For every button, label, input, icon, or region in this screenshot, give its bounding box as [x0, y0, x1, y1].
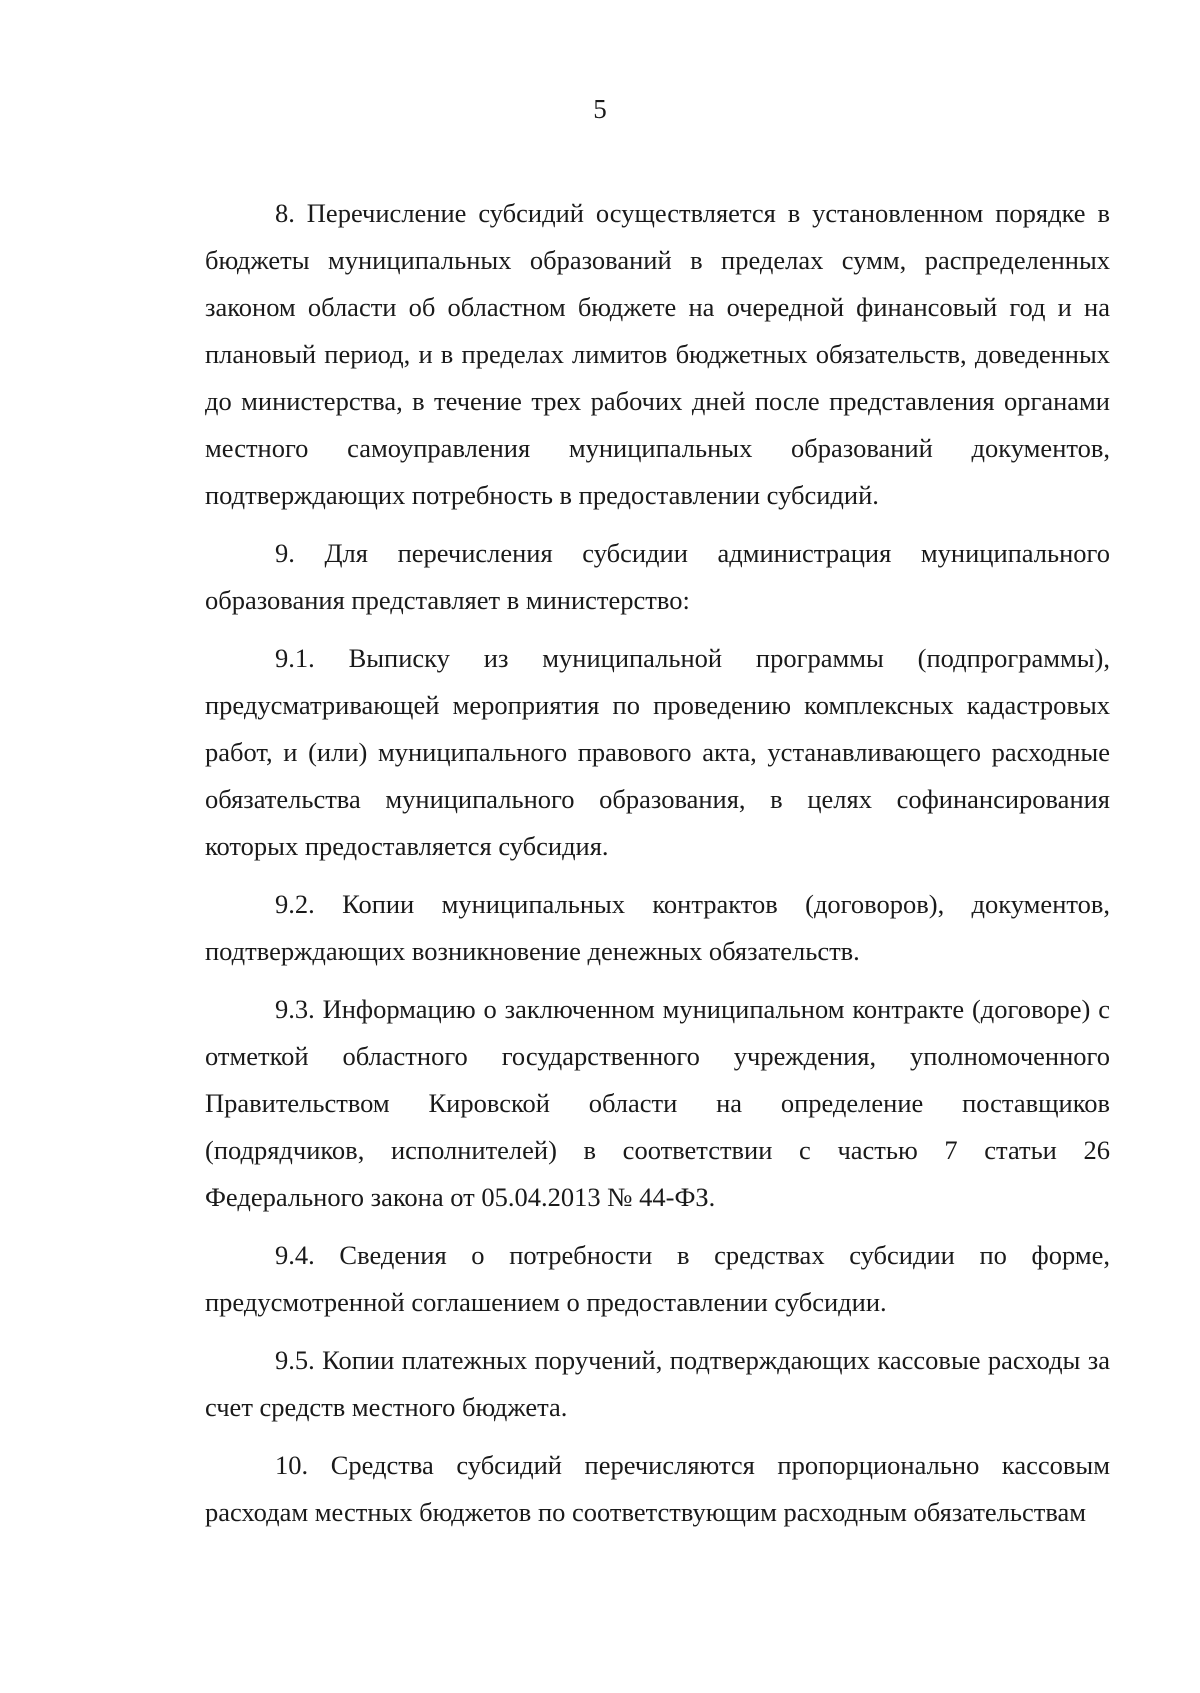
paragraph-9-2: 9.2. Копии муниципальных контрактов (договоров), документов, подтверждающих возникновение денежных обязательств. [205, 889, 1110, 966]
paragraph-10: 10. Средства субсидий перечисляются пропорционально кассовым расходам местных бюджетов по соответствующим расходным обязательствам [205, 1450, 1110, 1527]
paragraph-9: 9. Для перечисления субсидии администрация муниципального образования представляет в министерство: [205, 538, 1110, 615]
paragraph-8: 8. Перечисление субсидий осуществляется в установленном порядке в бюджеты муниципальных образований в пределах сумм, распределенных законом области об областном бюджете на очередной финансовый год и на плановый период, и в пределах лимитов бюджетных обязательств, доведенных до министерства, в течение трех рабочих дней после представления органами местного самоуправления муниципальных образований документов, подтверждающих потребность в предоставлении субсидий. [205, 198, 1110, 510]
paragraph-9-5: 9.5. Копии платежных поручений, подтверждающих кассовые расходы за счет средств местного бюджета. [205, 1345, 1110, 1422]
document-body [205, 190, 1110, 1536]
paragraph-9-1: 9.1. Выписку из муниципальной программы (подпрограммы), предусматривающей мероприятия по проведению комплексных кадастровых работ, и (или) муниципального правового акта, устанавливающего расходные обязательства муниципального образования, в целях софинансирования которых предоставляется субсидия. [205, 643, 1110, 861]
paragraph-9-4: 9.4. Сведения о потребности в средствах субсидии по форме, предусмотренной соглашением о предоставлении субсидии. [205, 1240, 1110, 1317]
page-number: 5 [593, 94, 607, 124]
paragraph-9-3: 9.3. Информацию о заключенном муниципальном контракте (договоре) с отметкой областного государственного учреждения, уполномоченного Правительством Кировской области на определение поставщиков (подрядчиков, исполнителей) в соответствии с частью 7 статьи 26 Федерального закона от 05.04.2013 № 44-ФЗ. [205, 994, 1110, 1212]
